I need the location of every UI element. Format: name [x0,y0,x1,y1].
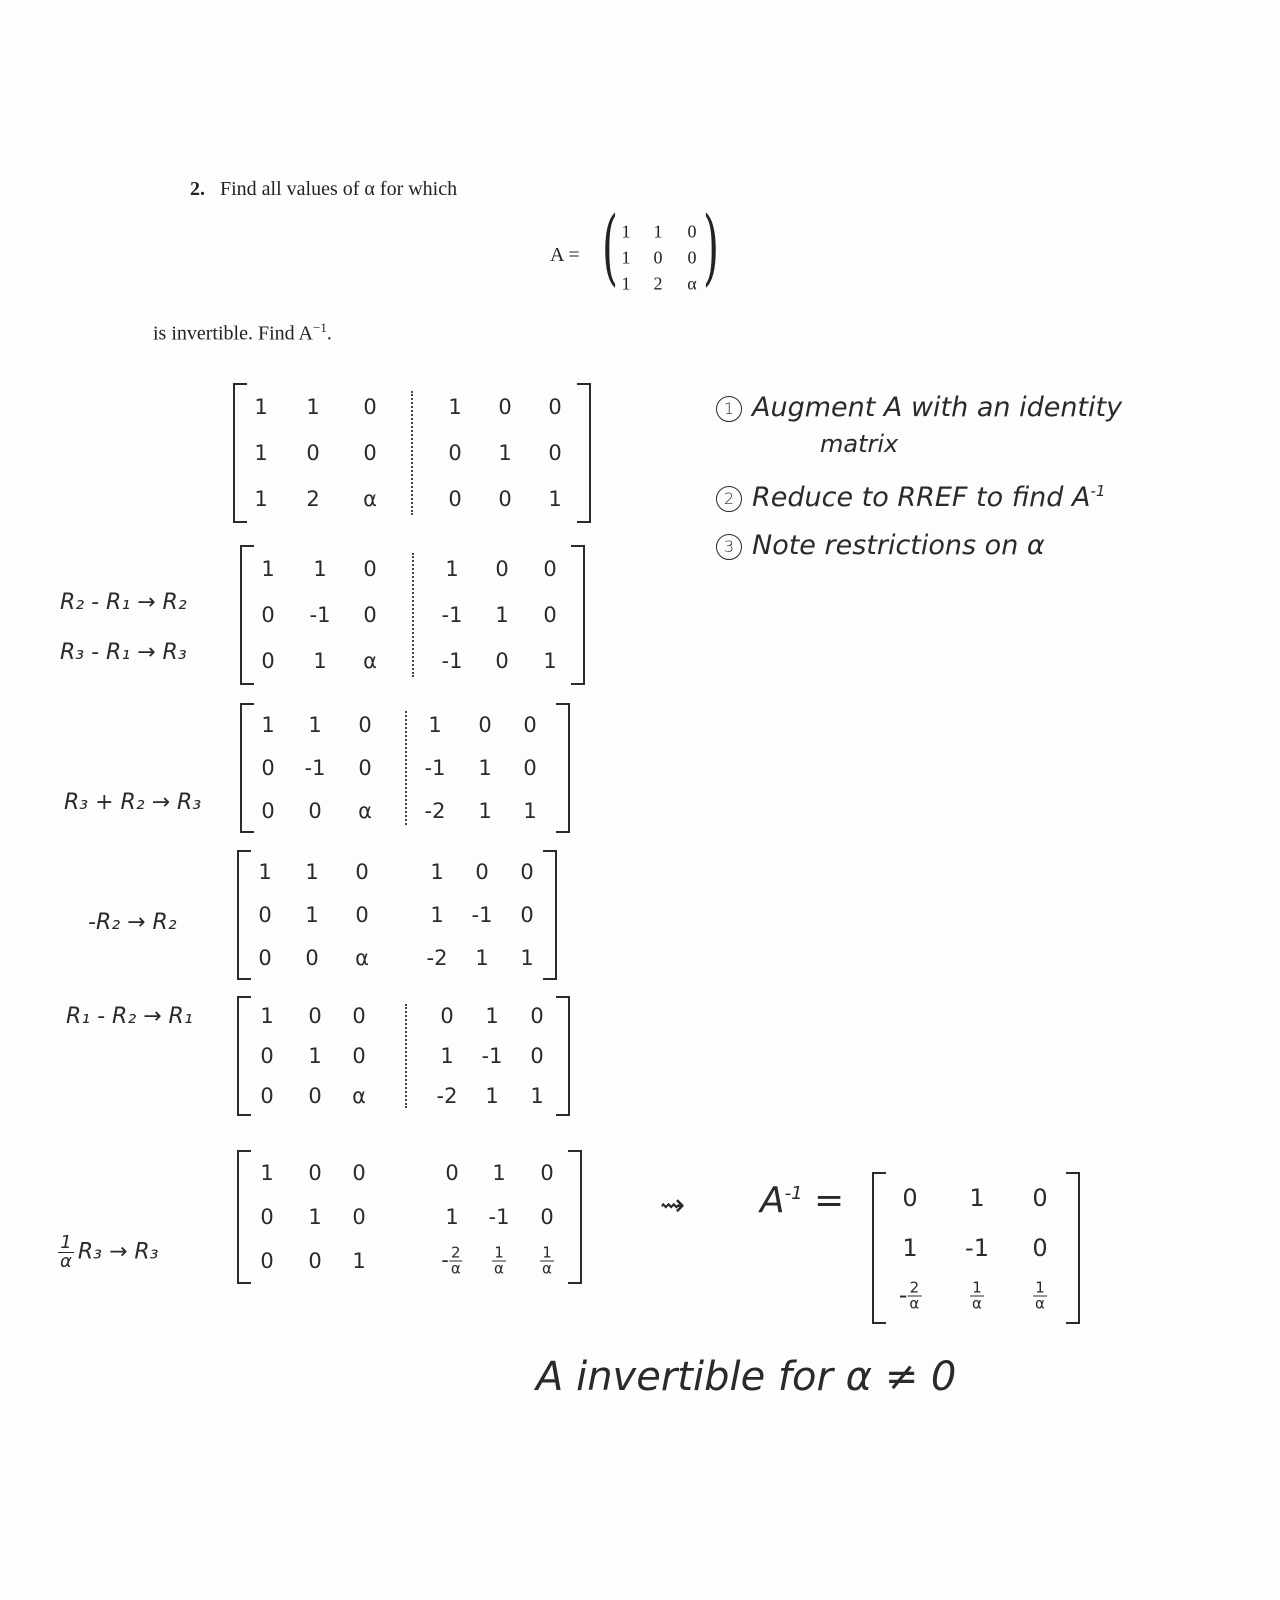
problem-statement [190,178,457,201]
left-paren: ( [602,200,618,295]
right-cell: -1 [488,1205,510,1229]
left-cell: 0 [260,1083,274,1108]
left-cell: 0 [352,1160,366,1185]
right-cell: 0 [495,649,509,674]
left-cell: 0 [306,441,320,465]
result-label-sup: -1 [784,1183,803,1204]
result-equals: = [814,1180,845,1221]
right-cell: 1 [543,649,557,674]
left-cell: 1 [254,487,268,512]
augmented-matrix-step-6 [237,1150,582,1284]
right-cell: 1 [428,713,442,738]
row-operation-label: R₁ - R₂ → R₁ [66,1004,193,1029]
right-cell: 1 [445,1205,459,1229]
right-cell: 0 [520,903,534,927]
right-bracket [568,1150,582,1284]
inverse-matrix-cell: 1 [902,1234,918,1262]
step-note-1-cont: matrix [820,430,899,458]
left-cell: 1 [308,713,322,738]
left-cell: -1 [309,603,331,627]
right-cell: 1 [530,1083,544,1108]
right-cell: 1 [430,903,444,927]
problem-number: 2. [190,178,205,200]
right-bracket [556,703,570,833]
step-note-3 [716,530,1045,561]
left-bracket [237,996,251,1116]
right-cell: 1 [485,1083,499,1108]
problem-followup [153,320,332,346]
left-cell: 0 [261,603,275,627]
left-cell: -1 [304,756,326,780]
right-cell: 0 [495,556,509,581]
right-cell: 0 [540,1160,554,1185]
left-cell: 0 [352,1044,366,1068]
right-cell: 1 [495,603,509,627]
given-matrix-cell: 1 [621,221,631,242]
left-cell: 1 [305,860,319,885]
matrix-label: A = [550,244,580,266]
given-matrix-cell: 2 [653,273,663,294]
right-cell: 1 [523,798,537,823]
result-label-a: A [760,1180,785,1221]
right-cell: -1 [441,603,463,627]
right-cell: 0 [523,756,537,780]
right-cell: 1 [475,945,489,970]
inverse-matrix-cell: 1 [969,1184,985,1212]
right-bracket [556,996,570,1116]
right-cell: $\frac{1}{\alpha}$ [494,1243,504,1278]
right-cell: 1 [498,441,512,465]
given-matrix-cell: α [687,273,697,294]
right-cell: 0 [548,394,562,419]
step-text-2-sup: -1 [1090,482,1106,500]
left-cell: 0 [258,945,272,970]
left-cell: 1 [261,556,275,581]
augment-separator [405,711,407,825]
right-cell: 0 [530,1004,544,1029]
left-cell: 0 [355,860,369,885]
right-cell: 0 [530,1044,544,1068]
right-cell: 1 [548,487,562,512]
left-cell: 0 [355,903,369,927]
right-cell: 0 [440,1004,454,1029]
given-matrix [598,200,723,302]
followup-end: . [326,322,332,345]
step-number-3: 3 [716,534,742,560]
right-cell: -1 [424,756,446,780]
right-cell: -2 [424,798,446,823]
left-cell: 1 [306,394,320,419]
right-cell: -2 [436,1083,458,1108]
left-cell: 0 [305,945,319,970]
right-bracket [543,850,557,980]
left-cell: 0 [261,756,275,780]
left-cell: 0 [260,1249,274,1274]
left-cell: 0 [258,903,272,927]
augment-separator [405,1004,407,1108]
right-cell: 0 [543,556,557,581]
left-cell: 0 [358,713,372,738]
given-matrix-cell: 0 [653,247,663,268]
augmented-matrix-step-3 [240,703,570,833]
inverse-matrix-cell: - $\frac{2}{\alpha}$ [898,1278,920,1313]
left-bracket [237,1150,251,1284]
right-cell: 1 [485,1004,499,1029]
given-matrix-cell: 0 [687,221,697,242]
right-cell: 1 [478,798,492,823]
left-cell: 0 [308,1249,322,1274]
right-cell: 0 [498,394,512,419]
left-cell: 1 [254,441,268,465]
left-cell: α [352,1083,366,1108]
given-matrix-cell: 1 [621,273,631,294]
right-cell: 1 [448,394,462,419]
right-cell: 0 [478,713,492,738]
inverse-matrix-cell: 0 [902,1184,918,1212]
left-bracket [240,703,254,833]
right-cell: -1 [471,903,493,927]
given-matrix-cell: 1 [621,247,631,268]
inverse-matrix [872,1172,1080,1324]
left-cell: α [363,649,377,674]
left-cell: 1 [254,394,268,419]
left-cell: 0 [261,798,275,823]
right-cell: 0 [445,1160,459,1185]
step-number-1: 1 [716,396,742,422]
step-text-3: Note restrictions on α [752,530,1045,561]
inverse-matrix-cell: 0 [1032,1184,1048,1212]
left-cell: 0 [308,1160,322,1185]
right-cell: 0 [498,487,512,512]
followup-text: is invertible. Find A [153,322,313,345]
step-number-2: 2 [716,486,742,512]
left-cell: 1 [308,1205,322,1229]
left-cell: α [363,487,377,512]
left-cell: 1 [260,1160,274,1185]
left-cell: 1 [308,1044,322,1068]
right-paren: ) [703,200,719,295]
left-cell: 1 [260,1004,274,1029]
right-cell: 1 [492,1160,506,1185]
right-cell: -2 [426,945,448,970]
step-text-2: Reduce to RREF to find A [752,482,1091,513]
left-cell: 0 [352,1004,366,1029]
left-cell: 0 [308,798,322,823]
row-operation-label: R₂ - R₁ → R₂ [60,590,187,615]
step-text-1: Augment A with an identity [752,392,1123,423]
left-cell: 0 [363,394,377,419]
row-operation-label: $\frac{1}{\alpha}$ R₃ → R₃ [60,1232,159,1272]
augmented-matrix-step-1 [233,383,591,523]
right-cell: 0 [448,441,462,465]
row-operation-label: R₃ - R₁ → R₃ [60,640,187,665]
step-note-2 [716,482,1105,513]
left-cell: 1 [313,556,327,581]
right-cell: 1 [440,1044,454,1068]
step-note-1 [716,392,1122,423]
right-bracket [571,545,585,685]
right-cell: 1 [520,945,534,970]
augment-separator [412,553,414,677]
left-cell: 0 [261,649,275,674]
conclusion: A invertible for α ≠ 0 [536,1354,957,1400]
right-cell: 1 [430,860,444,885]
left-cell: 0 [363,556,377,581]
right-cell: 0 [543,603,557,627]
left-cell: 0 [308,1004,322,1029]
right-cell: 0 [548,441,562,465]
left-cell: 0 [260,1205,274,1229]
right-cell: -1 [441,649,463,674]
right-cell: 0 [540,1205,554,1229]
inverse-matrix-cell: 0 [1032,1234,1048,1262]
left-bracket [233,383,247,523]
right-cell: $\frac{1}{\alpha}$ [542,1243,552,1278]
left-bracket [237,850,251,980]
left-cell: 2 [306,487,320,512]
inverse-matrix-cell: -1 [965,1234,989,1262]
right-cell: -1 [481,1044,503,1068]
right-cell: 0 [475,860,489,885]
left-cell: α [358,798,372,823]
left-cell: 0 [363,603,377,627]
right-bracket [577,383,591,523]
result-arrow: ⇝ [660,1188,686,1223]
left-cell: 1 [305,903,319,927]
left-cell: 0 [308,1083,322,1108]
given-matrix-cell: 0 [687,247,697,268]
left-cell: 1 [258,860,272,885]
left-cell: 1 [313,649,327,674]
result-label [760,1180,844,1221]
left-cell: 1 [261,713,275,738]
right-cell: 1 [478,756,492,780]
followup-sup: −1 [313,320,327,335]
left-cell: 0 [358,756,372,780]
given-matrix-cell: 1 [653,221,663,242]
augmented-matrix-step-5 [237,996,570,1116]
inverse-matrix-cell: $\frac{1}{\alpha}$ [972,1278,982,1313]
left-cell: 0 [352,1205,366,1229]
right-cell: 0 [523,713,537,738]
row-operation-label: -R₂ → R₂ [88,910,177,935]
left-bracket [240,545,254,685]
right-cell: - $\frac{2}{\alpha}$ [441,1243,461,1278]
left-cell: 0 [363,441,377,465]
row-operation-label: R₃ + R₂ → R₃ [64,790,202,815]
augmented-matrix-step-2 [240,545,585,685]
problem-prompt: Find all values of α for which [220,178,458,200]
left-cell: α [355,945,369,970]
right-cell: 0 [448,487,462,512]
left-cell: 1 [352,1249,366,1274]
left-cell: 0 [260,1044,274,1068]
right-cell: 1 [445,556,459,581]
augment-separator [411,391,413,515]
augmented-matrix-step-4 [237,850,557,980]
right-cell: 0 [520,860,534,885]
inverse-matrix-cell: $\frac{1}{\alpha}$ [1035,1278,1045,1313]
